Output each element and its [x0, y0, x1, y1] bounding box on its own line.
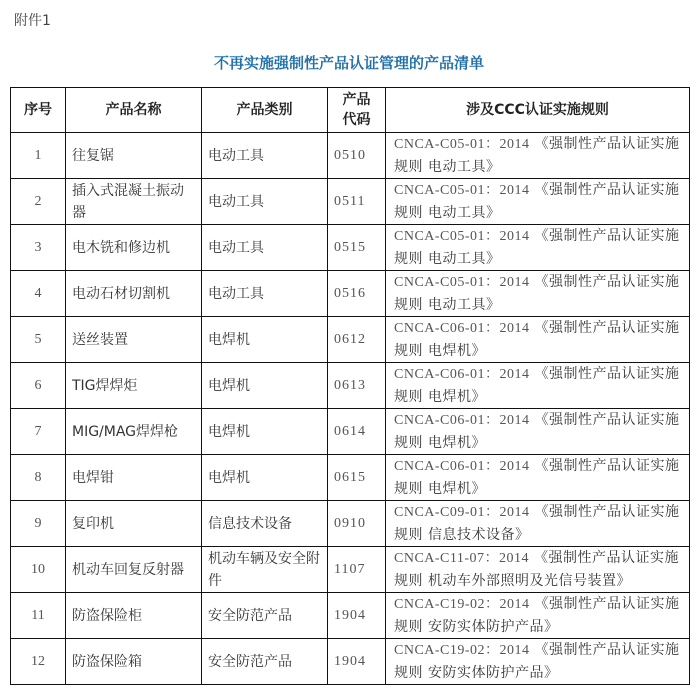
- cell-code: 0515: [328, 225, 386, 271]
- cell-no: 4: [11, 271, 66, 317]
- cell-code: 0510: [328, 133, 386, 179]
- header-code: [328, 88, 386, 133]
- cell-code: 0614: [328, 409, 386, 455]
- table-header-row: [11, 88, 690, 133]
- cell-name: 机动车回复反射器: [66, 547, 202, 593]
- table-row: [11, 455, 690, 501]
- table-row: [11, 225, 690, 271]
- table-row: [11, 501, 690, 547]
- table-row: [11, 547, 690, 593]
- cell-rule: [386, 317, 690, 363]
- cell-name: 电动石材切割机: [66, 271, 202, 317]
- cell-category: 信息技术设备: [202, 501, 328, 547]
- table-row: [11, 317, 690, 363]
- rule-text: 《强制性产品认证实施规则 安防实体防护产品》: [394, 596, 680, 635]
- rule-text: 《强制性产品认证实施规则 电焊机》: [394, 320, 680, 359]
- cell-category: 电焊机: [202, 317, 328, 363]
- cell-rule: [386, 455, 690, 501]
- table-row: [11, 133, 690, 179]
- rule-code: CNCA-C06-01：2014: [394, 413, 530, 428]
- rule-code: CNCA-C06-01：2014: [394, 459, 530, 474]
- cell-category: 安全防范产品: [202, 639, 328, 685]
- header-code-line1: 产品: [342, 92, 371, 108]
- cell-rule: [386, 363, 690, 409]
- rule-text: 《强制性产品认证实施规则 机动车外部照明及光信号装置》: [394, 550, 679, 589]
- rule-text: 《强制性产品认证实施规则 电动工具》: [394, 182, 680, 221]
- cell-name: 电木铣和修边机: [66, 225, 202, 271]
- rule-text: 《强制性产品认证实施规则 电焊机》: [394, 366, 680, 405]
- header-name: 产品名称: [66, 88, 202, 133]
- cell-code: 0613: [328, 363, 386, 409]
- cell-code: 1904: [328, 593, 386, 639]
- cell-no: 7: [11, 409, 66, 455]
- cell-name: 电焊钳: [66, 455, 202, 501]
- cell-rule: [386, 225, 690, 271]
- cell-code: 0615: [328, 455, 386, 501]
- cell-no: 3: [11, 225, 66, 271]
- rule-text: 《强制性产品认证实施规则 信息技术设备》: [394, 504, 680, 543]
- header-rule: 涉及CCC认证实施规则: [386, 88, 690, 133]
- rule-text: 《强制性产品认证实施规则 电焊机》: [394, 458, 680, 497]
- rule-text: 《强制性产品认证实施规则 电动工具》: [394, 274, 680, 313]
- cell-category: 安全防范产品: [202, 593, 328, 639]
- cell-category: 电焊机: [202, 363, 328, 409]
- cell-category: 电动工具: [202, 271, 328, 317]
- header-no: 序号: [11, 88, 66, 133]
- cell-name: 复印机: [66, 501, 202, 547]
- rule-code: CNCA-C05-01：2014: [394, 275, 530, 290]
- rule-code: CNCA-C05-01：2014: [394, 183, 530, 198]
- cell-category: 电动工具: [202, 225, 328, 271]
- cell-rule: [386, 271, 690, 317]
- product-list-table: [10, 87, 690, 685]
- cell-rule: [386, 593, 690, 639]
- cell-category: 电动工具: [202, 179, 328, 225]
- table-row: [11, 409, 690, 455]
- rule-code: CNCA-C06-01：2014: [394, 367, 530, 382]
- cell-name: TIG焊焊炬: [66, 363, 202, 409]
- cell-no: 5: [11, 317, 66, 363]
- cell-rule: [386, 547, 690, 593]
- table-row: [11, 363, 690, 409]
- cell-rule: [386, 639, 690, 685]
- rule-code: CNCA-C05-01：2014: [394, 137, 530, 152]
- cell-no: 2: [11, 179, 66, 225]
- cell-no: 10: [11, 547, 66, 593]
- cell-code: 1107: [328, 547, 386, 593]
- cell-category: 电动工具: [202, 133, 328, 179]
- cell-category: 机动车辆及安全附件: [202, 547, 328, 593]
- cell-name: 送丝装置: [66, 317, 202, 363]
- rule-text: 《强制性产品认证实施规则 电焊机》: [394, 412, 680, 451]
- rule-text: 《强制性产品认证实施规则 电动工具》: [394, 228, 680, 267]
- rule-code: CNCA-C19-02：2014: [394, 643, 530, 658]
- cell-code: 0511: [328, 179, 386, 225]
- cell-category: 电焊机: [202, 455, 328, 501]
- table-row: [11, 271, 690, 317]
- document-title: 不再实施强制性产品认证管理的产品清单: [213, 54, 484, 72]
- table-row: [11, 639, 690, 685]
- cell-no: 12: [11, 639, 66, 685]
- rule-code: CNCA-C05-01：2014: [394, 229, 530, 244]
- rule-code: CNCA-C19-02：2014: [394, 597, 530, 612]
- rule-text: 《强制性产品认证实施规则 电动工具》: [394, 136, 680, 175]
- cell-name: 往复锯: [66, 133, 202, 179]
- cell-name: 防盗保险箱: [66, 639, 202, 685]
- table-row: [11, 593, 690, 639]
- cell-code: 1904: [328, 639, 386, 685]
- cell-rule: [386, 133, 690, 179]
- cell-code: 0516: [328, 271, 386, 317]
- cell-category: 电焊机: [202, 409, 328, 455]
- cell-code: 0910: [328, 501, 386, 547]
- rule-code: CNCA-C06-01：2014: [394, 321, 530, 336]
- cell-no: 9: [11, 501, 66, 547]
- cell-name: 插入式混凝土振动器: [66, 179, 202, 225]
- cell-no: 11: [11, 593, 66, 639]
- cell-no: 6: [11, 363, 66, 409]
- table-row: [11, 179, 690, 225]
- cell-code: 0612: [328, 317, 386, 363]
- rule-code: CNCA-C09-01：2014: [394, 505, 530, 520]
- header-category: 产品类别: [202, 88, 328, 133]
- cell-rule: [386, 409, 690, 455]
- rule-code: CNCA-C11-07：2014: [394, 551, 530, 566]
- cell-rule: [386, 179, 690, 225]
- rule-text: 《强制性产品认证实施规则 安防实体防护产品》: [394, 642, 680, 681]
- attachment-label: 附件1: [14, 13, 51, 29]
- cell-no: 8: [11, 455, 66, 501]
- cell-no: 1: [11, 133, 66, 179]
- cell-rule: [386, 501, 690, 547]
- cell-name: MIG/MAG焊焊枪: [66, 409, 202, 455]
- cell-name: 防盗保险柜: [66, 593, 202, 639]
- header-code-line2: 代码: [342, 112, 371, 128]
